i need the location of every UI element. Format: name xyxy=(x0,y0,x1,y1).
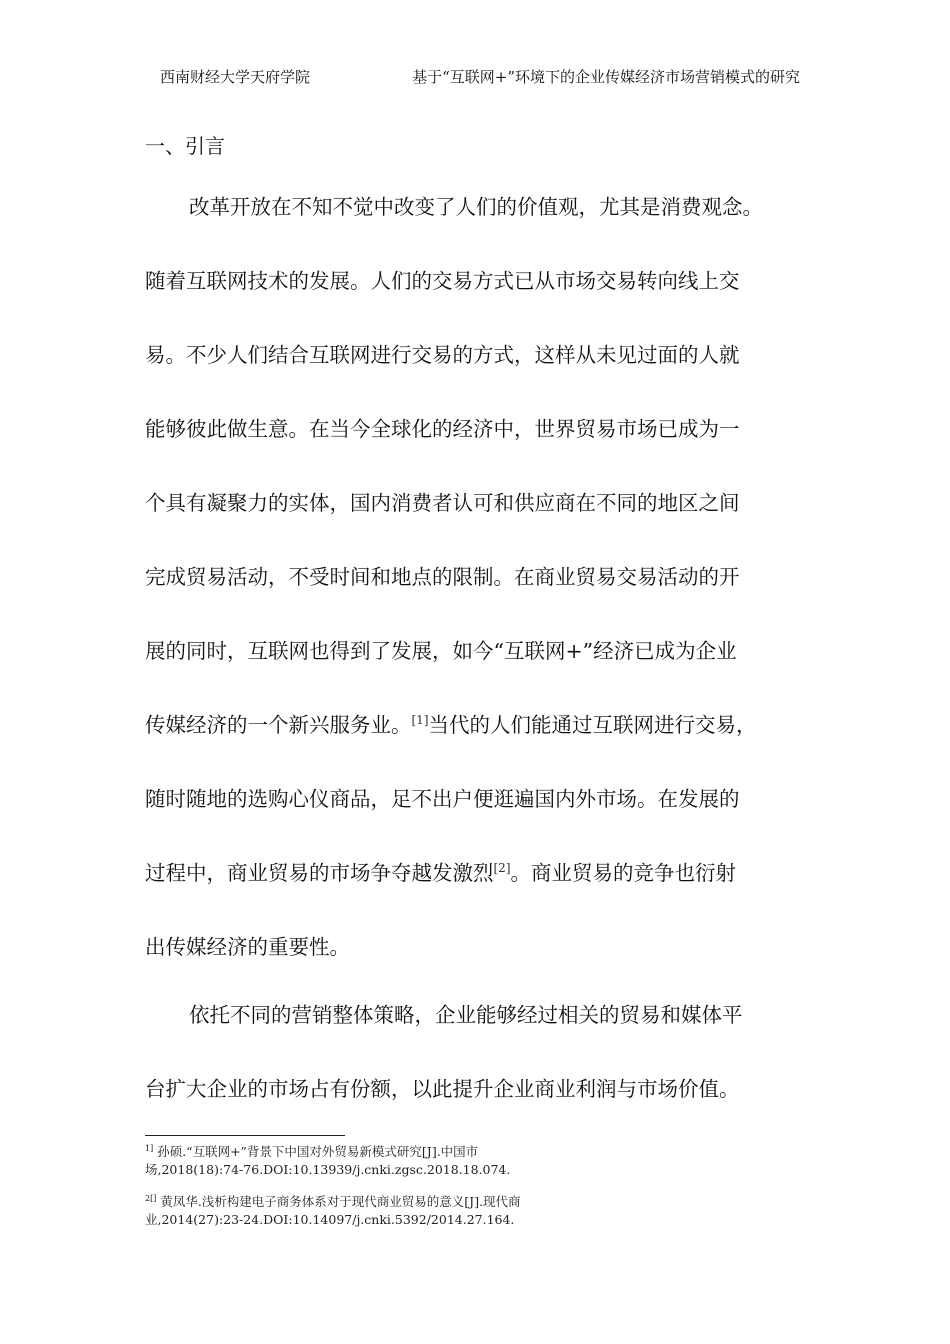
text-line: 易。不少人们结合互联网进行交易的方式，这样从未见过面的人就 xyxy=(145,343,740,367)
text-line: 展的同时，互联网也得到了发展，如今“互联网+”经济已成为企业 xyxy=(145,639,737,663)
paragraph-1 xyxy=(145,190,805,1004)
section-title: 一、引言 xyxy=(145,134,225,158)
text-line: 能够彼此做生意。在当今全球化的经济中，世界贸易市场已成为一 xyxy=(145,417,740,441)
header-thesis-title: 基于“互联网+”环境下的企业传媒经济市场营销模式的研究 xyxy=(412,68,800,86)
text-line: 个具有凝聚力的实体，国内消费者认可和供应商在不同的地区之间 xyxy=(145,491,740,515)
text-line: 随着互联网技术的发展。人们的交易方式已从市场交易转向线上交 xyxy=(145,269,740,293)
text-line xyxy=(145,856,805,930)
text-line: 出传媒经济的重要性。 xyxy=(145,935,350,959)
footnote-text: 场,2018(18):74-76.DOI:10.13939/j.cnki.zgsc.2018.18.074. xyxy=(145,1162,511,1177)
footnote-text: 黄凤华.浅析构建电子商务体系对于现代商业贸易的意义[J].现代商 xyxy=(160,1194,521,1209)
text-line: 依托不同的营销整体策略，企业能够经过相关的贸易和媒体平 xyxy=(189,1003,743,1027)
text-line: 台扩大企业的市场占有份额，以此提升企业商业利润与市场价值。 xyxy=(145,1077,740,1101)
paragraph-2 xyxy=(145,998,805,1146)
citation-2[interactable]: [2] xyxy=(493,861,511,876)
text-segment: 传媒经济的一个新兴服务业。 xyxy=(145,713,412,737)
header-school: 西南财经大学天府学院 xyxy=(160,68,311,86)
footnote-text: 业,2014(27):23-24.DOI:10.14097/j.cnki.5392/2014.27.164. xyxy=(145,1212,515,1227)
text-segment: 过程中，商业贸易的市场争夺越发激烈 xyxy=(145,861,494,885)
page-header xyxy=(160,66,800,92)
footnote-mark: 1] xyxy=(145,1143,154,1153)
text-segment: 当代的人们能通过互联网进行交易， xyxy=(428,713,757,737)
footnote-2 xyxy=(145,1193,585,1229)
text-line xyxy=(145,708,805,782)
footnote-mark: 2[] xyxy=(145,1193,157,1203)
citation-1[interactable]: [1] xyxy=(411,713,429,728)
text-line: 完成贸易活动，不受时间和地点的限制。在商业贸易交易活动的开 xyxy=(145,565,740,589)
footnote-text: 孙硕.“互联网+”背景下中国对外贸易新模式研究[J].中国市 xyxy=(157,1144,479,1159)
footnote-1 xyxy=(145,1143,585,1179)
text-line: 改革开放在不知不觉中改变了人们的价值观，尤其是消费观念。 xyxy=(189,195,763,219)
text-line: 随时随地的选购心仪商品，足不出户便逛遍国内外市场。在发展的 xyxy=(145,787,740,811)
text-segment: 。商业贸易的竞争也衍射 xyxy=(510,861,736,885)
footnote-divider xyxy=(145,1135,345,1136)
